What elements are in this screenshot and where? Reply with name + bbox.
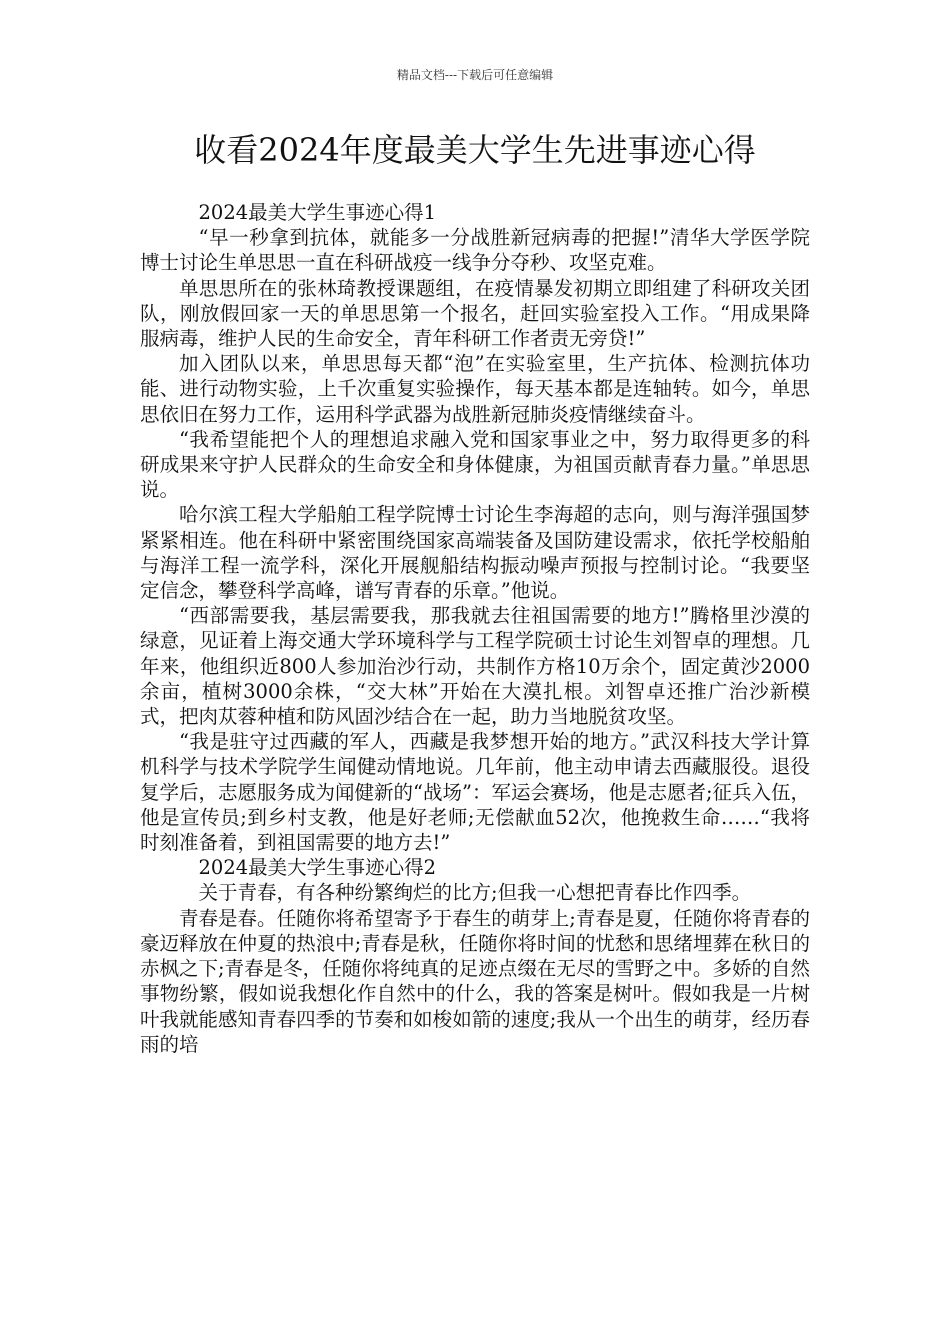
section-heading-1: 2024最美大学生事迹心得1 [198, 201, 437, 224]
paragraph: “西部需要我，基层需要我，那我就去往祖国需要的地方!”腾格里沙漠的绿意，见证着上海交通大学环境科学与工程学院硕士讨论生刘智卓的理想。几年来，他组织近800人参加治沙行动，共制作方格10万余个，固定黄沙2000余亩，植树3000余株，“交大林”开始在大漠扎根。刘智卓还推广治沙新模式，把肉苁蓉种植和防风固沙结合在一起，助力当地脱贫攻坚。 [140, 604, 810, 729]
paragraph: 关于青春，有各种纷繁绚烂的比方;但我一心想把青春比作四季。 [198, 881, 752, 905]
section-heading-2: 2024最美大学生事迹心得2 [198, 856, 437, 880]
paragraph: 加入团队以来，单思思每天都“泡”在实验室里，生产抗体、检测抗体功能、进行动物实验，上千次重复实验操作，每天基本都是连轴转。如今，单思思依旧在努力工作，运用科学武器为战胜新冠肺炎疫情继续奋斗。 [140, 352, 810, 426]
paragraph: 单思思所在的张林琦教授课题组，在疫情暴发初期立即组建了科研攻关团队，刚放假回家一天的单思思第一个报名，赶回实验室投入工作。“用成果降服病毒，维护人民的生命安全，青年科研工作者责无旁贷!” [140, 276, 810, 351]
paragraph: 哈尔滨工程大学船舶工程学院博士讨论生李海超的志向，则与海洋强国梦紧紧相连。他在科研中紧密围绕国家高端装备及国防建设需求，依托学校船舶与海洋工程一流学科，深化开展舰船结构振动噪声预报与控制讨论。“我要坚定信念，攀登科学高峰，谱写青春的乐章。”他说。 [140, 503, 810, 603]
paragraph: “我是驻守过西藏的军人，西藏是我梦想开始的地方。”武汉科技大学计算机科学与技术学院学生闻健动情地说。几年前，他主动申请去西藏服役。退役复学后，志愿服务成为闻健新的“战场”：军运会赛场，他是志愿者;征兵入伍，他是宣传员;到乡村支教，他是好老师;无偿献血52次，他挽救生命……“我将时刻准备着，到祖国需要的地方去!” [140, 730, 811, 855]
document-body [140, 200, 810, 1057]
paragraph: “早一秒拿到抗体，就能多一分战胜新冠病毒的把握!”清华大学医学院博士讨论生单思思一直在科研战疫一线争分夺秒、攻坚克难。 [140, 226, 810, 275]
paragraph: “我希望能把个人的理想追求融入党和国家事业之中，努力取得更多的科研成果来守护人民群众的生命安全和身体健康，为祖国贡献青春力量。”单思思说。 [140, 427, 810, 502]
header-note: 精品文档---下载后可任意编辑 [396, 68, 554, 82]
paragraph: 青春是春。任随你将希望寄予于春生的萌芽上;青春是夏，任随你将青春的豪迈释放在仲夏的热浪中;青春是秋，任随你将时间的忧愁和思绪埋葬在秋日的赤枫之下;青春是冬，任随你将纯真的足迹点缀在无尽的雪野之中。多娇的自然事物纷繁，假如说我想化作自然中的什么，我的答案是树叶。假如我是一片树叶我就能感知青春四季的节奏和如梭如箭的速度;我从一个出生的萌芽，经历春雨的培 [140, 906, 810, 1056]
document-title: 收看2024年度最美大学生先进事迹心得 [194, 131, 756, 169]
